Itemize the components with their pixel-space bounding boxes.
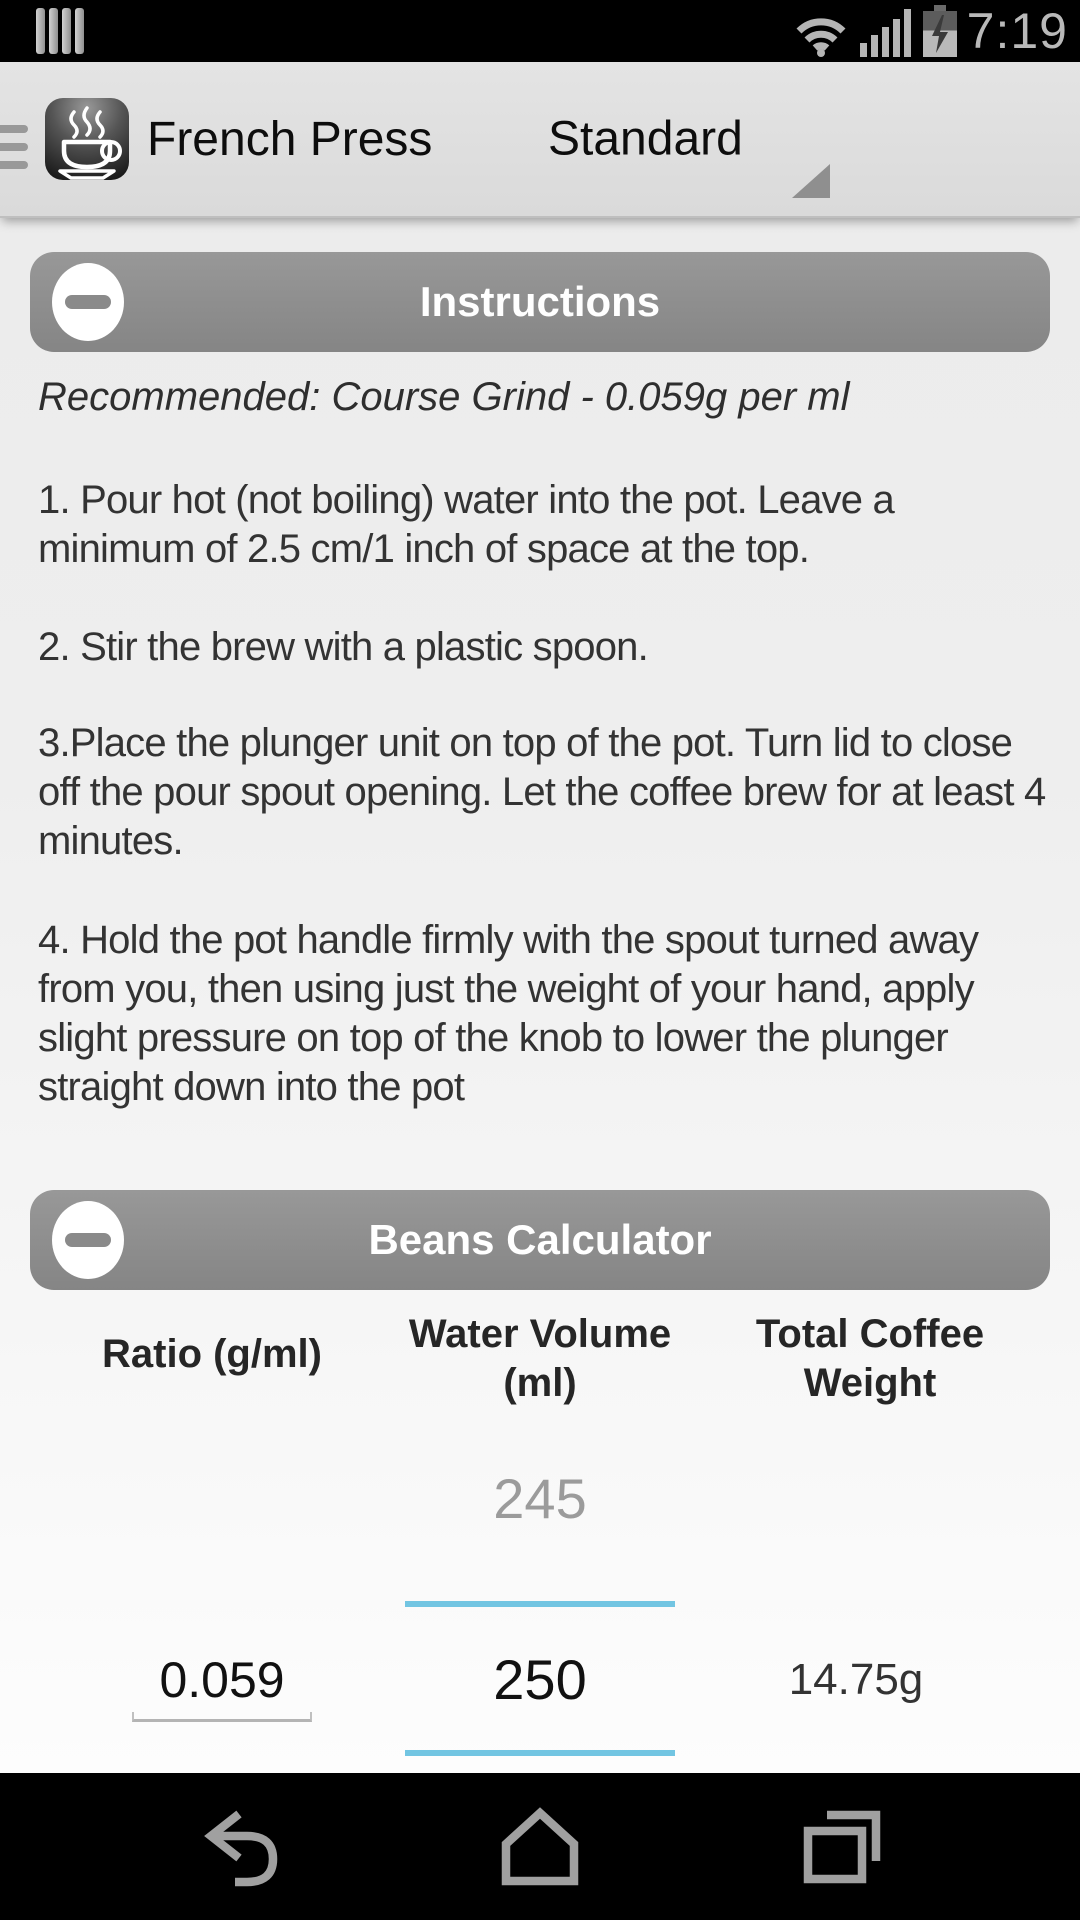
column-header-total-weight: Total Coffee Weight xyxy=(755,1312,985,1405)
back-button[interactable] xyxy=(195,1804,281,1890)
ratio-input[interactable] xyxy=(30,1650,414,1722)
instruction-step-3: 3.Place the plunger unit on top of the pot. Turn lid to close off the pour spout opening. Let the coffee brew for at least 4 minutes. xyxy=(38,721,1046,863)
picker-divider-top xyxy=(405,1601,675,1607)
picker-divider-bottom xyxy=(405,1750,675,1756)
battery-charging-icon xyxy=(923,5,957,57)
spinner-selected-value: Standard xyxy=(548,112,743,166)
calculator-body xyxy=(0,1290,1080,1773)
signal-icon xyxy=(860,9,911,57)
collapse-calculator-button[interactable] xyxy=(52,1201,124,1279)
status-bar xyxy=(0,0,1080,62)
instructions-header xyxy=(30,252,1050,352)
status-clock: 7:19 xyxy=(966,3,1068,59)
coffee-cup-icon xyxy=(45,98,129,180)
calculator-header xyxy=(30,1190,1050,1290)
drawer-handle[interactable] xyxy=(0,125,28,179)
total-weight-value: 14.75g xyxy=(788,1655,924,1704)
nav-bar xyxy=(0,1773,1080,1920)
spinner-dropdown-icon xyxy=(792,164,830,198)
notification-stack-icon xyxy=(36,8,84,54)
status-icons xyxy=(791,5,957,57)
ratio-input-field[interactable] xyxy=(92,1650,352,1710)
water-volume-input[interactable] xyxy=(390,1647,690,1713)
recipe-spinner[interactable] xyxy=(548,62,832,216)
app-title: French Press xyxy=(147,112,433,166)
water-picker-previous-value[interactable]: 245 xyxy=(493,1467,587,1530)
home-button[interactable] xyxy=(497,1804,583,1890)
instruction-step-2: 2. Stir the brew with a plastic spoon. xyxy=(38,625,648,669)
wifi-icon xyxy=(791,7,851,57)
instruction-step-1: 1. Pour hot (not boiling) water into the pot. Leave a minimum of 2.5 cm/1 inch of space at the top. xyxy=(38,478,894,571)
app-icon xyxy=(45,98,129,180)
content-scroll-area[interactable] xyxy=(0,218,1080,1773)
instruction-step-4: 4. Hold the pot handle firmly with the spout turned away from you, then using just the weight of your hand, apply slight pressure on top of the knob to lower the plunger straight down into the pot xyxy=(38,918,979,1109)
app-bar xyxy=(0,62,1080,218)
water-volume-input-field[interactable] xyxy=(400,1647,680,1713)
back-icon xyxy=(195,1804,281,1890)
column-header-water-volume: Water Volume (ml) xyxy=(408,1312,672,1405)
collapse-instructions-button[interactable] xyxy=(52,263,124,341)
home-icon xyxy=(497,1804,583,1890)
instructions-title: Instructions xyxy=(419,278,661,325)
recommended-grind-note: Recommended: Course Grind - 0.059g per ml xyxy=(38,375,850,419)
recents-button[interactable] xyxy=(799,1804,885,1890)
minus-icon xyxy=(65,295,111,309)
minus-icon xyxy=(65,1233,111,1247)
recents-icon xyxy=(799,1804,885,1890)
calculator-title: Beans Calculator xyxy=(368,1216,712,1263)
column-header-ratio: Ratio (g/ml) xyxy=(102,1332,322,1376)
ratio-input-underline xyxy=(132,1712,312,1722)
